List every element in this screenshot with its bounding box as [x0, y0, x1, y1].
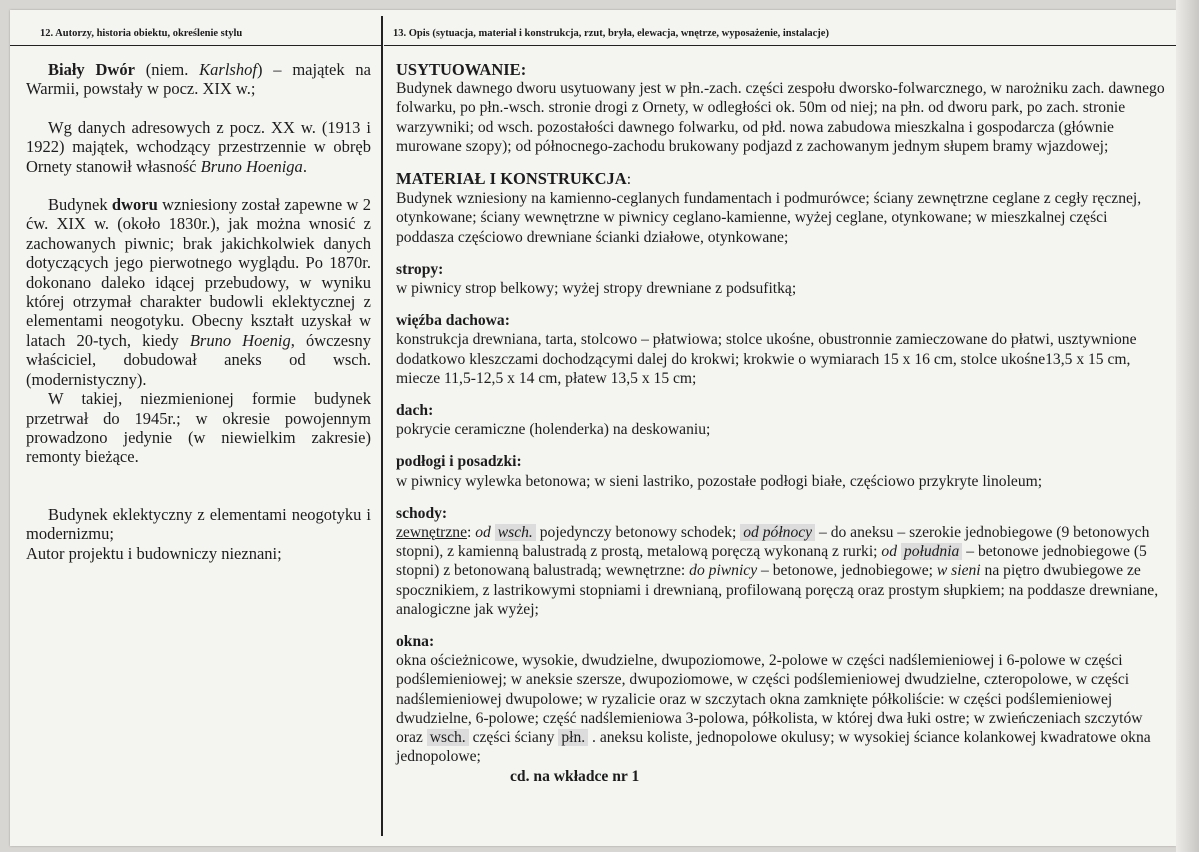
okna-text: okna ościeżnicowe, wysokie, dwudzielne, dwupoziomowe, 2-polowe w części nadślemieniowej i 6-polowe w części podślemieniowej; w aneksie szersze, dwupoziomowe, w części podślemieniowej dwudzielne, czteropolowe, w części nadślemieniowej dwupolowe; w ryzalicie oraz w szczytach okna zamknięte półkoliście: w części podślemieniowej dwudzielne, 6-polowe; część nadślemieniowa 3-polowa, półkolista, w której dwa łuki ostre; w zwieńczeniach szczytów oraz wsch. części ściany płn. . aneksu koliste, jednopolowe okulusy; w wysokiej ściance kolankowej kwadratowe okna jednopolowe; [396, 652, 1151, 766]
material-text: Budynek wzniesiony na kamienno-ceglanych fundamentach i podmurówce; ściany zewnętrzne ceglane z cegły ręcznej, otynkowane; ściany wewnętrzne w piwnicy ceglano-kamienne, wyżej ceglane, otynkowane; w mieszkalnej części poddasza częściowo drewniane ścianki działowe, otynkowane; [396, 190, 1142, 246]
style-paragraph: Budynek eklektyczny z elementami neogotyku i modernizmu; [26, 504, 371, 544]
left-column-header: 12. Autorzy, historia obiektu, określenie stylu [40, 28, 243, 39]
continuation-note: cd. na wkładce nr 1 [510, 767, 640, 785]
estate-name: Biały Dwór [48, 60, 135, 79]
history-paragraph-4: W takiej, niezmienionej formie budynek przetrwał do 1945r.; w okresie powojennym prowadzono jedynie (w niewielkim zakresie) remonty bieżące. [26, 389, 371, 467]
header-rule-right [384, 45, 1176, 46]
right-column-header: 13. Opis (sytuacja, materiał i konstrukcja, rzut, bryła, elewacja, wnętrze, wyposażenie, instalacje) [393, 28, 829, 39]
history-paragraph-1: Biały Dwór (niem. Karlshof) – majątek na Warmii, powstały w pocz. XIX w.; [26, 60, 371, 99]
stropy-heading: stropy: [396, 260, 444, 278]
podlogi-heading: podłogi i posadzki: [396, 453, 522, 471]
podlogi-text: w piwnicy wylewka betonowa; w sieni lastriko, pozostałe podłogi białe, częściowo przykryte linoleum; [396, 472, 1043, 490]
column-divider [381, 16, 383, 836]
header-rule-left [10, 45, 382, 46]
material-heading-line: MATERIAŁ I KONSTRUKCJA: [396, 169, 632, 189]
history-column [26, 60, 371, 563]
history-paragraph-3: Budynek dworu wzniesiony został zapewne w 2 ćw. XIX w. (około 1830r.), jak można wnosić z zachowanych piwnic; brak jakichkolwiek danych dotyczących jego pierwotnego wyglądu. Po 1870r. dokonano daleko idącej przebudowy, w wyniku której otrzymał charakter budowli eklektycznej z elementami neogotyku. Obecny kształt uzyskał w latach 20-tych, kiedy Bruno Hoenig, ówczesny właściciel, dobudował aneks od wsch. (modernistyczny). [26, 195, 371, 389]
description-column [396, 60, 1166, 786]
okna-heading: okna: [396, 633, 435, 651]
usytuowanie-text: Budynek dawnego dworu usytuowany jest w płn.-zach. części zespołu dworsko-folwarcznego, w narożniku zach. dawnego folwarku, po płn.-wsch. stronie drogi z Ornety, w odległości ok. 50m od niej; na płn. od dworu park, po zach. stronie warzywniki; od wsch. pozostałości dawnego folwarku, od płd. nowa zabudowa mieszkalna i gospodarcza (głównie murowane szopy); od północnego-zachodu brukowany podjazd z zachowanym jednym słupem bramy wjazdowej; [396, 80, 1165, 155]
material-heading: MATERIAŁ I KONSTRUKCJA [396, 169, 627, 189]
wiezba-heading: więźba dachowa: [396, 312, 510, 330]
dach-text: pokrycie ceramiczne (holenderka) na deskowaniu; [396, 421, 711, 439]
history-paragraph-2: Wg danych adresowych z pocz. XX w. (1913 i 1922) majątek, wchodzący przestrzennie w obręb Ornety stanowił własność Bruno Hoeniga. [26, 117, 371, 176]
dach-heading: dach: [396, 402, 434, 420]
author-paragraph: Autor projektu i budowniczy nieznani; [26, 543, 282, 563]
wiezba-text: konstrukcja drewniana, tarta, stolcowo – płatwiowa; stolce ukośne, obustronnie zamieczowane do płatwi, usztywnione dodatkowo kleszczami dochodzącymi dalej do krokwi; krokwie o wymiarach 15 x 16 cm, stolce ukośne13,5 x 15 cm, miecze 11,5-12,5 x 14 cm, płatew 13,5 x 15 cm; [396, 331, 1137, 387]
schody-heading: schody: [396, 504, 448, 522]
paper-edge [1176, 0, 1199, 852]
stropy-text: w piwnicy strop belkowy; wyżej stropy drewniane z podsufitką; [396, 280, 797, 298]
schody-text: zewnętrzne: od wsch. pojedynczy betonowy schodek; od północy – do aneksu – szerokie jednobiegowe (9 betonowych stopni), z kamienną balustradą z prostą, metalową poręczą wykonaną z rurki; od południa – betonowe jednobiegowe (5 stopni) z betonowaną balustradą; wewnętrzne: do piwnicy – betonowe, jednobiegowe; w sieni na piętro dwubiegowe ze spocznikiem, z lastrikowymi stopniami i drewnianą, profilowaną poręczą oraz prostym słupkiem; na poddasze drewniane, analogiczne jak wyżej; [396, 524, 1159, 618]
usytuowanie-heading: USYTUOWANIE: [396, 60, 527, 79]
